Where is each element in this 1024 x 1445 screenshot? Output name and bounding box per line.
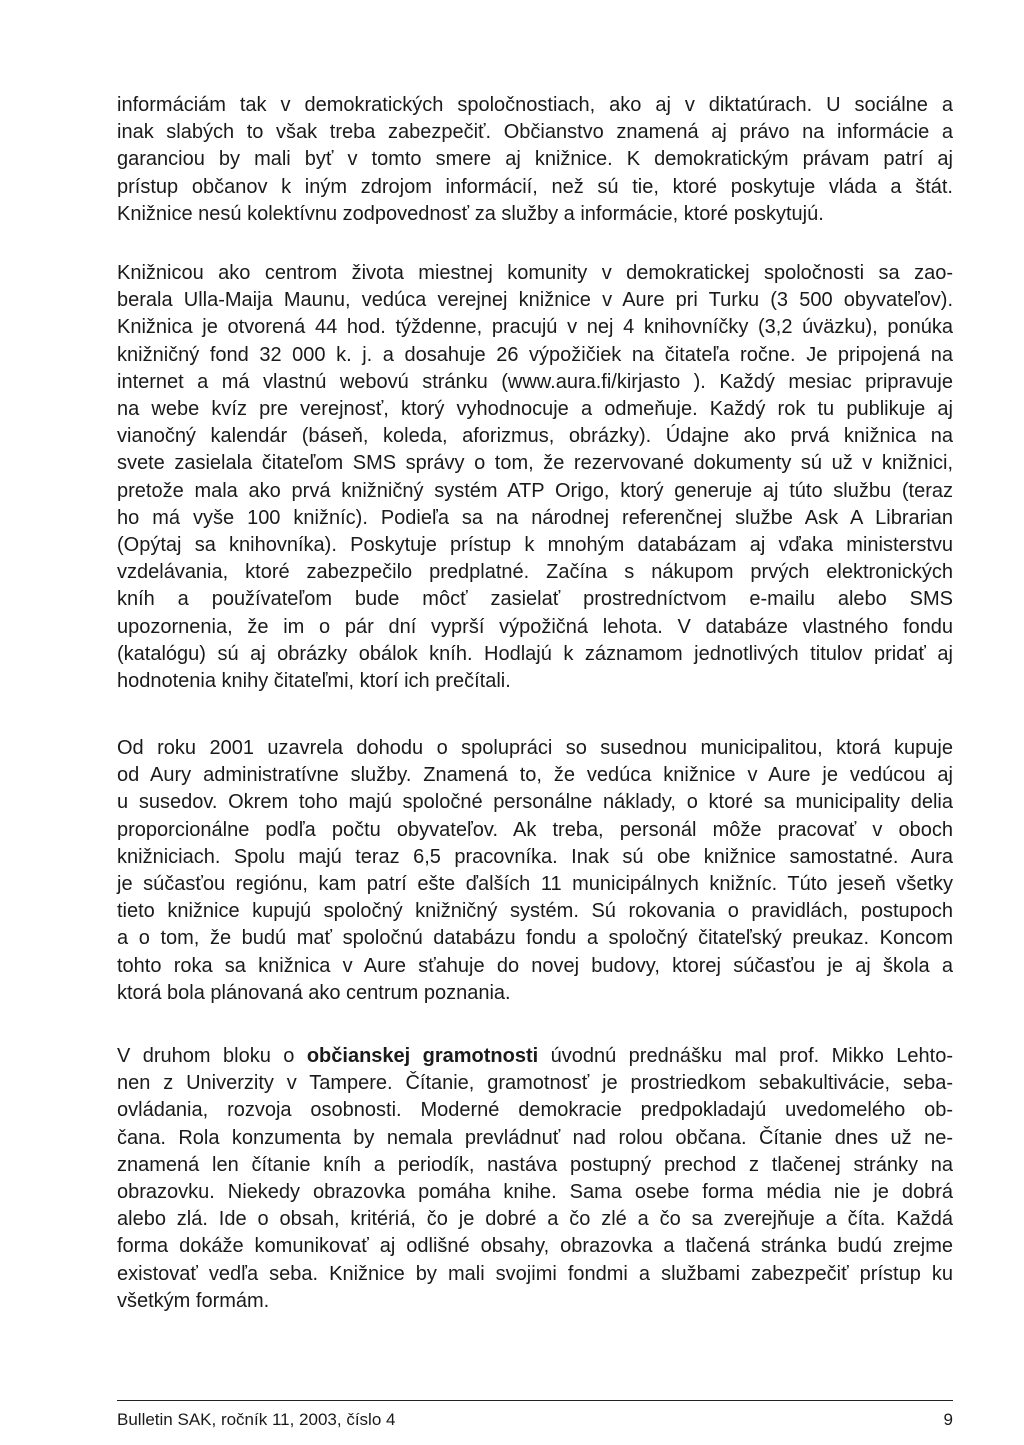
text-line: V druhom bloku o občianskej gramotnosti úvodnú prednášku mal prof. Mikko Lehto- [117, 1045, 953, 1067]
text-line: (katalógu) sú aj obrázky obálok kníh. Hodlajú k záznamom jednotlivých titulov pridať aj [117, 642, 953, 665]
paragraph-2 [117, 260, 953, 695]
text-line: tieto knižnice kupujú spoločný knižničný systém. Sú rokovania o pravidlách, postupoch [117, 900, 953, 923]
text-line: čana. Rola konzumenta by nemala prevládnuť nad rolou občana. Čítanie dnes už ne- [117, 1126, 953, 1149]
text-line: kníh a používateľom bude môcť zasielať prostredníctvom e-mailu alebo SMS [117, 588, 953, 611]
text-line: knižničný fond 32 000 k. j. a dosahuje 26 výpožičiek na čitateľa ročne. Je pripojená na [117, 343, 953, 366]
text-line: ktorá bola plánovaná ako centrum poznania. [117, 981, 511, 1004]
text-line: knižniciach. Spolu majú teraz 6,5 pracovníka. Inak sú obe knižnice samostatné. Aura [117, 845, 953, 868]
text-line: proporcionálne podľa počtu obyvateľov. Ak treba, personál môže pracovať v oboch [117, 818, 953, 841]
text-line: ho má vyše 100 knižníc). Podieľa sa na národnej referenčnej službe Ask A Librarian [117, 506, 953, 529]
page-number: 9 [943, 1410, 953, 1429]
text-line: vzdelávania, ktoré zabezpečilo predplatné. Začína s nákupom prvých elektronických [117, 561, 953, 584]
paragraph-1 [117, 92, 953, 228]
text-line: ovládania, rozvoja osobnosti. Moderné demokracie predpokladajú uvedomelého ob- [117, 1099, 953, 1122]
page-footer [117, 1410, 953, 1430]
text-line: tohto roka sa knižnica v Aure sťahuje do novej budovy, ktorej súčasťou je aj škola a [117, 954, 953, 977]
text-line: Knižnice nesú kolektívnu zodpovednosť za služby a informácie, ktoré poskytujú. [117, 202, 824, 225]
text-line: prístup občanov k iným zdrojom informácií, než sú tie, ktoré poskytuje vláda a štát. [117, 175, 953, 198]
text-line: berala Ulla-Maija Maunu, vedúca verejnej knižnice v Aure pri Turku (3 500 obyvateľov). [117, 289, 953, 312]
footer-publication: Bulletin SAK, ročník 11, 2003, číslo 4 [117, 1410, 396, 1429]
paragraph-4 [117, 1043, 953, 1315]
footer-divider [117, 1400, 953, 1401]
text-line: alebo zlá. Ide o obsah, kritériá, čo je dobré a čo zlé a čo sa zverejňuje a číta. Každá [117, 1208, 953, 1231]
text-line: na webe kvíz pre verejnosť, ktorý vyhodnocuje a odmeňuje. Každý rok tu publikuje aj [117, 398, 953, 421]
text-line: je súčasťou regiónu, kam patrí ešte ďalších 11 municipálnych knižníc. Túto jeseň všetky [117, 873, 953, 896]
text-line: obrazovku. Niekedy obrazovka pomáha knihe. Sama osebe forma média nie je dobrá [117, 1181, 953, 1204]
text-line: Od roku 2001 uzavrela dohodu o spolupráci so susednou municipalitou, ktorá kupuje [117, 737, 953, 759]
text-line: u susedov. Okrem toho majú spoločné personálne náklady, o ktoré sa municipality delia [117, 791, 953, 814]
text-line: hodnotenia knihy čitateľmi, ktorí ich prečítali. [117, 670, 511, 693]
text-line: od Aury administratívne služby. Znamená to, že vedúca knižnice v Aure je vedúcou aj [117, 764, 953, 787]
paragraph-3 [117, 735, 953, 1007]
text-line: Knižnica je otvorená 44 hod. týždenne, pracujú v nej 4 knihovníčky (3,2 úväzku), ponúka [117, 316, 953, 339]
text-line: garanciou by mali byť v tomto smere aj knižnice. K demokratickým právam patrí aj [117, 148, 953, 171]
text-line: inak slabých to však treba zabezpečiť. Občianstvo znamená aj právo na informácie a [117, 121, 953, 144]
text-line: internet a má vlastnú webovú stránku (www.aura.fi/kirjasto ). Každý mesiac pripravuje [117, 370, 953, 393]
text-line: znamená len čítanie kníh a periodík, nastáva postupný prechod z tlačenej stránky na [117, 1153, 953, 1176]
text-line: svete zasielala čitateľom SMS správy o tom, že rezervované dokumenty sú už v knižnici, [117, 452, 953, 475]
text-line: existovať vedľa seba. Knižnice by mali svojimi fondmi a službami zabezpečiť prístup ku [117, 1262, 953, 1285]
text-line: všetkým formám. [117, 1289, 270, 1312]
text-line: Knižnicou ako centrom života miestnej komunity v demokratickej spoločnosti sa zao- [117, 262, 953, 284]
text-line: (Opýtaj sa knihovníka). Poskytuje prístup k mnohým databázam aj vďaka ministerstvu [117, 534, 953, 557]
emphasized-term: občianskej gramotnosti [306, 1045, 539, 1067]
text-line: vianočný kalendár (báseň, koleda, aforizmus, obrázky). Údajne ako prvá knižnica na [117, 425, 953, 448]
text-line: pretože mala ako prvá knižničný systém ATP Origo, ktorý generuje aj túto službu (teraz [117, 479, 953, 502]
text-line: informáciám tak v demokratických spoločnostiach, ako aj v diktatúrach. U sociálne a [117, 94, 953, 116]
text-line: upozornenia, že im o pár dní vyprší výpožičná lehota. V databáze vlastného fondu [117, 615, 953, 638]
text-line: nen z Univerzity v Tampere. Čítanie, gramotnosť je prostriedkom sebakultivácie, seba- [117, 1072, 953, 1095]
text-line: forma dokáže komunikovať aj odlišné obsahy, obrazovka a tlačená stránka budú zrejme [117, 1235, 953, 1258]
text-line: a o tom, že budú mať spoločnú databázu fondu a spoločný čitateľský preukaz. Koncom [117, 927, 953, 950]
